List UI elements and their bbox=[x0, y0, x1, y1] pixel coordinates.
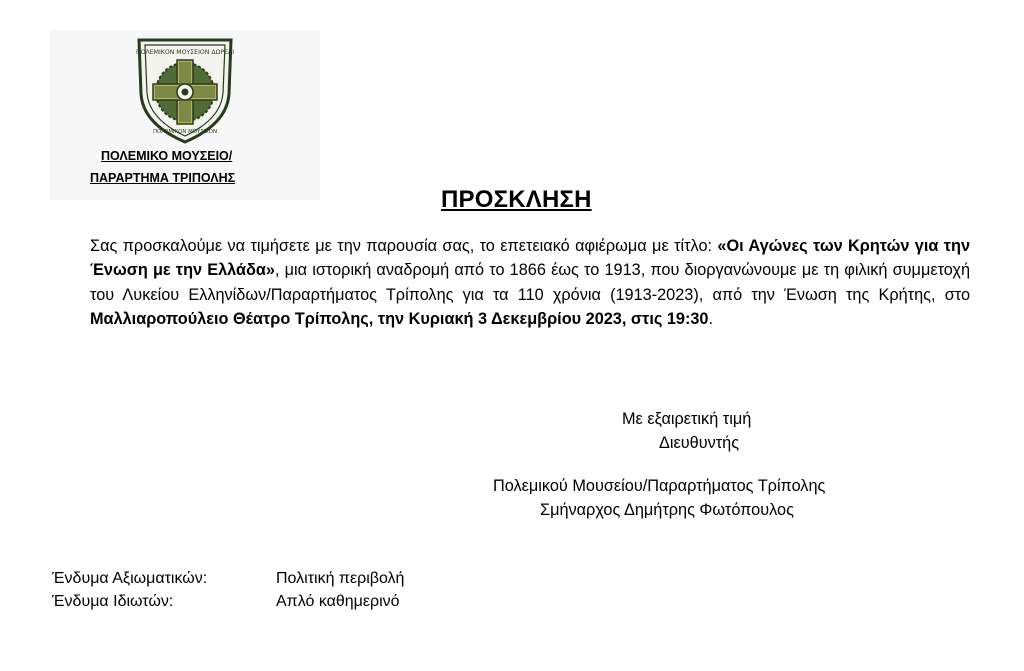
quote-close: » bbox=[265, 261, 275, 280]
page-title: ΠΡΟΣΚΛΗΣΗ bbox=[441, 186, 592, 213]
dress-officers-label: Ένδυμα Αξιωματικών: bbox=[52, 570, 208, 587]
logo-top-text: ΠΟΛΕΜΙΚΟΝ ΜΟΥΣΕΙΟΝ ΔΩΡΕΑΙ bbox=[135, 49, 235, 56]
dress-civilians-label: Ένδυμα Ιδιωτών: bbox=[52, 593, 174, 610]
logo-bottom-text: ΠΟΛΕΜΙΚΟΝ ΜΟΥΣΕΙΟΝ bbox=[152, 129, 218, 135]
signature-name: Σμήναρχος Δημήτρης Φωτόπουλος bbox=[540, 501, 794, 519]
signature-role: Διευθυντής bbox=[659, 434, 740, 452]
org-name-line-2: ΠΑΡΑΡΤΗΜΑ ΤΡΙΠΟΛΗΣ bbox=[90, 171, 236, 185]
intro-text: Σας προσκαλούμε να τιμήσετε με την παρουσία σας, το επετειακό αφιέρωμα με τίτλο: bbox=[90, 237, 718, 255]
signature-closing: Με εξαιρετική τιμή bbox=[622, 410, 752, 428]
invitation-paragraph bbox=[90, 234, 970, 332]
venue-time: Μαλλιαροπούλειο Θέατρο Τρίπολης, την Κυριακή 3 Δεκεμβρίου 2023, στις 19:30 bbox=[90, 310, 709, 329]
quote-open: « bbox=[717, 237, 727, 255]
org-name-line-1: ΠΟΛΕΜΙΚΟ ΜΟΥΣΕΙΟ/ bbox=[101, 149, 233, 163]
dress-officers-value: Πολιτική περιβολή bbox=[276, 570, 405, 587]
event-title: Οι Αγώνες των Κρητών για την Ένωση με την Ελλάδα bbox=[90, 237, 971, 280]
end-punctuation: . bbox=[708, 310, 714, 329]
signature-organization: Πολεμικού Μουσείου/Παραρτήματος Τρίπολης bbox=[493, 477, 826, 495]
dress-civilians-value: Απλό καθημερινό bbox=[276, 593, 400, 610]
middle-text: , μια ιστορική αναδρομή από το 1866 έως το 1913, που διοργανώνουμε με τη φιλική συμμετοχή του Λυκείου Ελληνίδων/Παραρτήματος Τρίπολης για τα 110 χρόνια (1913-2023), από την Ένωση της Κρήτης, στο bbox=[90, 261, 970, 304]
war-museum-emblem bbox=[133, 36, 237, 144]
